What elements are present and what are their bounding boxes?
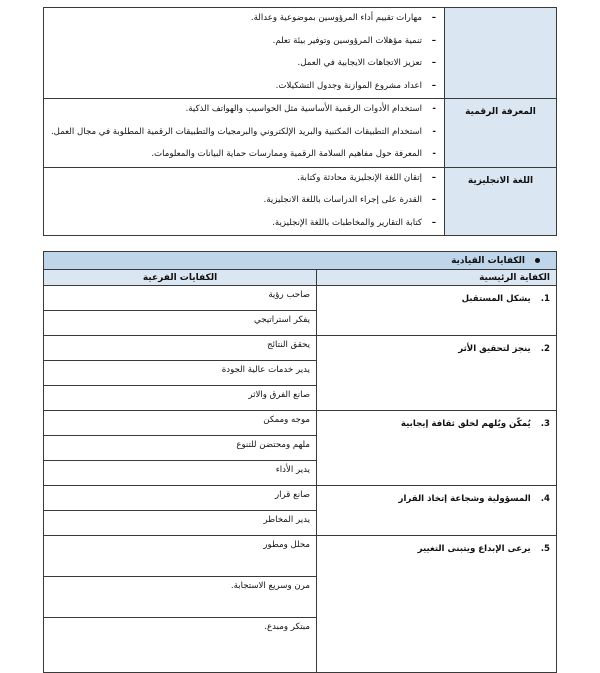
item-text: استخدام التطبيقات المكتبية والبريد الإلكتروني والبرمجيات والتطبيقات الرقمية المطلوبة في مجال العمل. [50,126,422,137]
item-text: تعزيز الاتجاهات الايجابية في العمل. [297,58,422,68]
item-text: كتابة التقارير والمخاطبات باللغة الإنجليزية. [272,217,422,228]
dash-marker: – [431,58,436,68]
list-item [50,126,436,139]
item-text: مهارات تقييم أداء المرؤوسين بموضوعية وعدالة. [250,13,422,23]
item-text: اعداد مشروع الموازنة وجدول التشكيلات. [275,80,422,91]
item-text: المعرفة حول مفاهيم السلامة الرقمية وممارسات حماية البيانات والمعلومات. [151,149,422,159]
section-title-cell [44,252,557,270]
list-item [50,35,436,48]
item-text: استخدام الأدوات الرقمية الأساسية مثل الحواسيب والهواتف الذكية. [185,104,422,114]
item-text: تنمية مؤهلات المرؤوسين وتوفير بيئة تعلم. [272,35,422,46]
column-header-row [44,270,557,286]
competency-number: 3. [540,419,551,429]
competency-number: 4. [540,494,551,504]
table-row [44,8,557,99]
list-item [50,57,436,70]
sub-competency: مبتكر ومبدع. [44,618,317,673]
sub-competency: موجه وممكن [44,411,317,436]
items-cell [44,167,445,236]
dash-marker: - [432,126,436,137]
main-competency [317,286,557,336]
leadership-table [43,251,557,673]
dash-marker: – [431,217,436,228]
sub-competency: يدير خدمات عالية الجودة [44,361,317,386]
section-title: الكفايات القيادية [451,255,526,266]
sub-competency: ملهم ومحتضن للتنوع [44,436,317,461]
list-item [50,103,436,116]
dash-marker: – [431,172,436,183]
competency-number: 5. [540,544,551,554]
list-item [50,217,436,230]
list-item [50,172,436,185]
table-row [44,486,557,511]
sub-competency: محلل ومطور [44,536,317,577]
sub-competency: مرن وسريع الاستجابة. [44,577,317,618]
section-header-row [44,252,557,270]
col-header-main: الكفاية الرئيسية [317,270,557,286]
row-label [445,8,557,99]
competency-number: 2. [540,344,551,354]
sub-competency: يدير المخاطر [44,511,317,536]
dash-marker: – [431,35,436,46]
dash-marker: – [431,195,436,205]
bullet-icon [535,258,540,263]
sub-competency: يحقق النتائج [44,336,317,361]
item-list [44,99,444,167]
competency-name: المسؤولية وشجاعة إتخاذ القرار [398,494,531,504]
list-item [50,194,436,207]
main-competency [317,486,557,536]
sub-competency: صانع قرار [44,486,317,511]
items-cell [44,99,445,168]
items-cell [44,8,445,99]
table-row [44,99,557,168]
competencies-table [43,7,557,236]
sub-competency: يدير الأداء [44,461,317,486]
sub-competency: يفكر استراتيجي [44,311,317,336]
sub-competency: صانع الفرق والاثر [44,386,317,411]
main-competency [317,536,557,673]
col-header-sub: الكفايات الفرعية [44,270,317,286]
competency-name: يشكل المستقبل [461,294,531,304]
dash-marker: – [431,13,436,23]
competency-name: يُمكّن ويُلهم لخلق ثقافة إيجابية [400,419,531,429]
row-label: اللغة الانجليزية [445,167,557,236]
main-competency [317,411,557,486]
item-list [44,8,444,98]
table-row [44,336,557,361]
list-item [50,148,436,161]
table-row [44,536,557,577]
dash-marker: - [432,104,436,114]
main-competency [317,336,557,411]
competency-number: 1. [540,294,551,304]
table-row [44,167,557,236]
item-text: القدرة على إجراء الدراسات باللغة الانجليزية. [263,195,422,205]
sub-competency: صاحب رؤية [44,286,317,311]
competency-name: ينجز لتحقيق الأثر [458,344,531,354]
table-row [44,286,557,311]
list-item [50,80,436,93]
dash-marker: - [432,149,436,159]
list-item [50,12,436,25]
table-row [44,411,557,436]
row-label: المعرفة الرقمية [445,99,557,168]
competency-name: يرعى الإبداع ويتبنى التغيير [417,544,531,554]
dash-marker: – [431,80,436,91]
item-text: إتقان اللغة الإنجليزية محادثة وكتابة. [297,172,422,183]
item-list [44,168,444,236]
